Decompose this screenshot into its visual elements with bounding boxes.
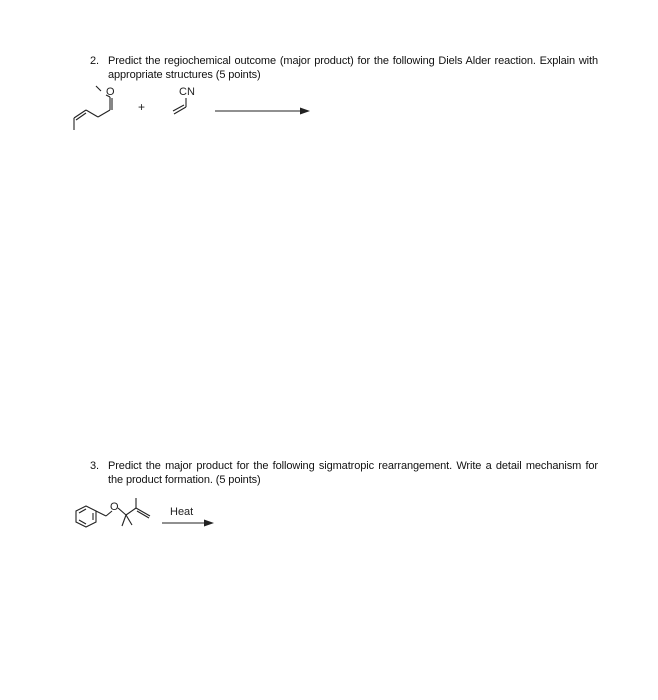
question-3 xyxy=(90,459,600,489)
nitrile-label: CN xyxy=(179,86,195,98)
question-2-text: Predict the regiochemical outcome (major product) for the following Diels Alder reaction. Explain with appropriate structures (5 points) xyxy=(108,55,598,81)
reaction-arrow xyxy=(162,520,214,527)
question-3-number: 3. xyxy=(90,460,99,472)
ether-oxygen-label: O xyxy=(110,501,119,513)
plus-sign: + xyxy=(138,100,146,114)
sigmatropic-scheme xyxy=(66,490,226,550)
question-3-text: Predict the major product for the following sigmatropic rearrangement. Write a detail mechanism for the product formation. (5 points) xyxy=(108,460,598,486)
heat-label: Heat xyxy=(170,506,194,518)
reaction-arrow xyxy=(215,108,310,115)
question-2 xyxy=(90,54,600,84)
diels-alder-scheme xyxy=(70,82,320,142)
question-2-number: 2. xyxy=(90,55,99,67)
diene-oxygen-label: O xyxy=(106,86,115,98)
acrylonitrile-structure xyxy=(173,98,186,114)
